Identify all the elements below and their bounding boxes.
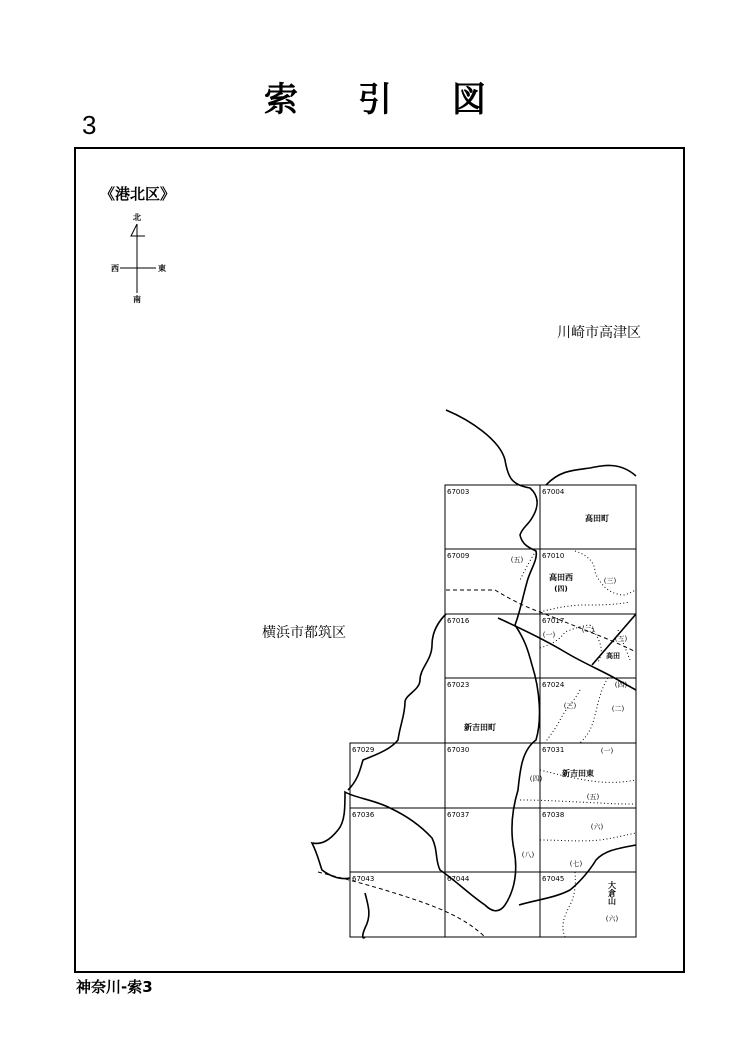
place-takata-cho: 高田町 [585,514,609,523]
ward-label: 《港北区》 [100,185,176,203]
compass-north: 北 [133,213,141,222]
chome-mark: (五) [586,793,600,801]
sheet-numbers [352,488,568,883]
sheet-number: 67045 [542,875,565,883]
neighbor-kawasaki: 川崎市高津区 [557,325,641,341]
chome-marks [511,556,628,923]
svg-text:大倉山: 大倉山 [607,881,617,905]
compass-east: 東 [158,264,166,273]
dashed-line [318,590,636,937]
compass-west: 西 [111,264,119,273]
place-takata-nishi: 高田西 [549,573,573,582]
sheet-number: 67023 [447,681,470,689]
chome-mark: (四) [614,681,628,689]
chome-mark: (二) [581,626,595,634]
chome-boundaries [520,551,636,937]
sheet-number: 67024 [542,681,565,689]
chome-mark: (三) [614,635,628,643]
sheet-number: 67037 [447,811,470,819]
chome-mark: (一) [600,747,614,755]
sheet-number: 67003 [447,488,470,496]
neighbor-tsuzuki: 横浜市都筑区 [262,625,346,641]
ward-boundary [312,410,636,938]
compass-south: 南 [133,295,141,304]
chome-mark: (四) [529,775,543,783]
place-takata: 高田 [606,652,620,660]
sheet-number: 67044 [447,875,470,883]
sheet-number: 67004 [542,488,565,496]
chome-mark: (六) [590,823,604,831]
chome-mark: (一) [542,631,556,639]
chome-mark: (三) [603,577,617,585]
sheet-number: 67038 [542,811,565,819]
sheet-number: 67029 [352,746,375,754]
place-shin-yoshida-cho: 新吉田町 [464,723,496,732]
sheet-number: 67009 [447,552,470,560]
page-title: 索引図 [264,80,546,120]
compass [111,212,166,304]
place-shin-yoshida-higashi: 新吉田東 [562,769,594,778]
sheet-number: 67043 [352,875,375,883]
chome-mark: (八) [521,851,535,859]
sheet-number: 67017 [542,617,565,625]
chome-mark: (七) [569,860,583,868]
sheet-number: 67016 [447,617,470,625]
chome-mark: (六) [605,915,619,923]
place-takata-nishi-sub: (四) [554,585,568,593]
sheet-number: 67036 [352,811,375,819]
place-okurayama [608,880,617,906]
sheet-number: 67010 [542,552,565,560]
page-number: 3 [82,110,97,140]
sheet-grid [350,485,636,937]
sheet-number: 67030 [447,746,470,754]
chome-mark: (三) [563,702,577,710]
footer-label: 神奈川-索3 [76,978,153,996]
sheet-number: 67031 [542,746,565,754]
chome-mark: (二) [611,705,625,713]
chome-mark: (五) [510,556,524,564]
